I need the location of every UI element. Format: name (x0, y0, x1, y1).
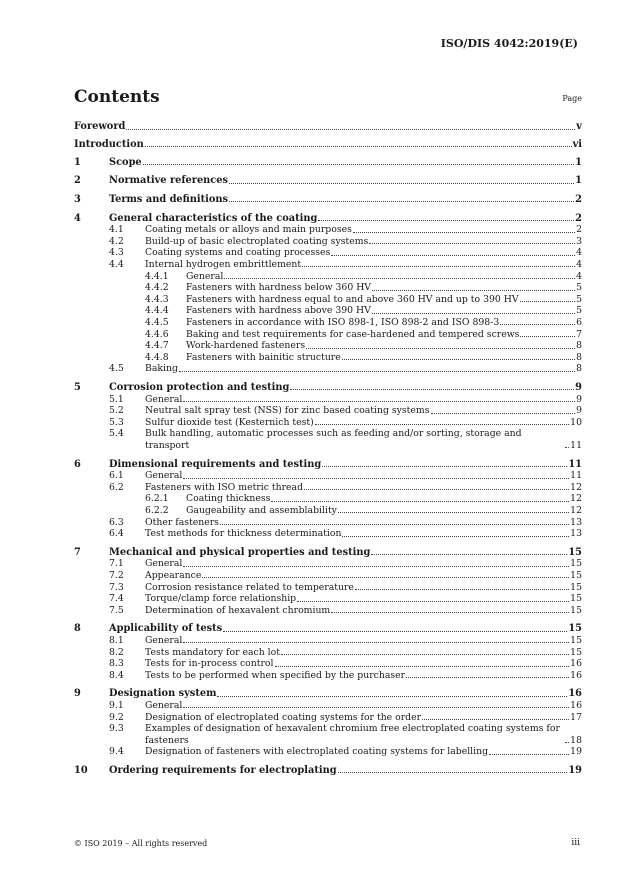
dot-leader (331, 612, 569, 613)
toc-entry-page: 7 (576, 328, 582, 340)
toc-entry[interactable] (74, 723, 582, 746)
toc-entry-title: Baking and test requirements for case-hardened and tempered screws (186, 328, 520, 340)
dot-leader (369, 243, 575, 244)
toc-entry-title: General (145, 634, 183, 646)
toc-entry-title: General (145, 558, 183, 570)
toc-entry[interactable] (74, 746, 582, 758)
toc-entry-title: General (145, 699, 183, 711)
toc-entry-page: 8 (576, 363, 582, 375)
toc-entry-page: 12 (570, 493, 582, 505)
toc-entry-number: 4.4.7 (145, 340, 169, 352)
dot-leader (229, 183, 574, 184)
toc-entry[interactable] (74, 329, 582, 341)
toc-entry-number: 9 (74, 688, 81, 700)
toc-entry-title: Work-hardened fasteners (186, 340, 306, 352)
toc-entry-title: Tests mandatory for each lot (145, 646, 280, 658)
dot-leader (217, 696, 567, 697)
dot-leader (220, 524, 569, 525)
toc-entry-page: vi (572, 138, 582, 150)
toc-entry-page: 17 (570, 711, 582, 723)
toc-entry[interactable] (74, 282, 582, 294)
toc-entry-number: 5.2 (109, 405, 124, 417)
toc-entry-number: 4.4 (109, 258, 124, 270)
toc-entry-page: 12 (570, 481, 582, 493)
toc-entry-page: 2 (575, 212, 582, 224)
dot-leader (342, 359, 575, 360)
toc-entry-title: Tests to be performed when specified by the purchaser (145, 669, 406, 681)
dot-leader (183, 566, 569, 567)
toc-entry-page: 9 (576, 393, 582, 405)
toc-entry-page: 5 (576, 282, 582, 294)
toc-entry[interactable] (74, 505, 582, 517)
toc-entry-number: 7.2 (109, 569, 124, 581)
dot-leader (372, 313, 575, 314)
toc-entry[interactable] (74, 558, 582, 570)
copyright-footer: © ISO 2019 – All rights reserved (74, 839, 208, 848)
dot-leader (520, 336, 575, 337)
toc-entry-number: 9.4 (109, 746, 124, 758)
dot-leader (500, 324, 575, 325)
toc-entry[interactable] (74, 305, 582, 317)
dot-leader (183, 478, 569, 479)
toc-entry-title: Scope (109, 156, 142, 168)
toc-entry[interactable] (74, 593, 582, 605)
dot-leader (353, 232, 575, 233)
toc-entry[interactable] (74, 157, 582, 169)
toc-entry-number: 8.1 (109, 634, 124, 646)
dot-leader (223, 631, 567, 632)
toc-entry-title: Coating systems and coating processes (145, 247, 331, 259)
toc-entry-title: Ordering requirements for electroplating (109, 764, 337, 776)
toc-entry-number: 7.4 (109, 593, 124, 605)
toc-entry-page: 11 (570, 470, 582, 482)
toc-entry-page: 18 (570, 734, 582, 746)
toc-entry[interactable] (74, 139, 582, 151)
dot-leader (338, 772, 568, 773)
toc-entry-page: 15 (570, 604, 582, 616)
toc-entry-title: Introduction (74, 138, 144, 150)
toc-entry-number: 7.5 (109, 604, 124, 616)
dot-leader (372, 290, 575, 291)
toc-entry-title: Fasteners with ISO metric thread (145, 481, 304, 493)
toc-entry-title: Designation of fasteners with electroplated coating systems for labelling (145, 746, 489, 758)
toc-entry-title: Coating metals or alloys and main purposes (145, 224, 352, 236)
toc-entry-page: 8 (576, 340, 582, 352)
dot-leader (275, 666, 570, 667)
dot-leader (224, 278, 575, 279)
toc-entry-title: Build-up of basic electroplated coating systems (145, 235, 369, 247)
toc-entry-number: 8 (74, 623, 81, 635)
toc-entry-title: General (145, 470, 183, 482)
toc-entry-title: Baking (145, 363, 178, 375)
toc-entry[interactable] (74, 294, 582, 306)
toc-entry[interactable] (74, 428, 582, 451)
toc-entry[interactable] (74, 175, 582, 187)
toc-entry-title: Examples of designation of hexavalent chromium free electroplated coating systems for fasteners (145, 723, 560, 746)
dot-leader (297, 601, 569, 602)
toc-entry-number: 6.3 (109, 516, 124, 528)
toc-entry-page: 15 (570, 593, 582, 605)
toc-entry-number: 4.1 (109, 224, 124, 236)
dot-leader (431, 413, 576, 414)
dot-leader (202, 577, 569, 578)
toc-entry-page: 9 (575, 381, 582, 393)
toc-entry-title: Designation of electroplated coating systems for the order (145, 711, 422, 723)
toc-entry-number: 5.4 (109, 428, 124, 440)
dot-leader (145, 146, 572, 147)
page-column-label: Page (562, 94, 582, 103)
toc-entry-page: 15 (570, 581, 582, 593)
dot-leader (306, 348, 575, 349)
toc-entry[interactable] (74, 688, 582, 700)
toc-entry-page: 5 (576, 305, 582, 317)
toc-entry-number: 7 (74, 546, 81, 558)
dot-leader (342, 536, 569, 537)
toc-entry-page: 1 (575, 175, 582, 187)
toc-entry-title: Determination of hexavalent chromium (145, 604, 331, 616)
toc-entry-number: 4.4.3 (145, 293, 169, 305)
dot-leader (338, 512, 569, 513)
toc-entry[interactable] (74, 582, 582, 594)
toc-entry-page: 16 (568, 688, 582, 700)
toc-entry-page: 5 (576, 293, 582, 305)
toc-entry-number: 5.3 (109, 416, 124, 428)
dot-leader (565, 447, 569, 448)
toc-entry-page: 13 (570, 528, 582, 540)
toc-entry-page: 6 (576, 316, 582, 328)
toc-entry-page: 4 (576, 258, 582, 270)
toc-entry[interactable] (74, 382, 582, 394)
toc-entry-page: 9 (576, 405, 582, 417)
toc-entry-page: 11 (568, 458, 582, 470)
dot-leader (229, 201, 574, 202)
dot-leader (489, 754, 569, 755)
toc-entry-title: Bulk handling, automatic processes such as feeding and/or sorting, storage and transport (145, 428, 522, 451)
toc-entry-number: 3 (74, 193, 81, 205)
dot-leader (355, 589, 569, 590)
dot-leader (183, 642, 569, 643)
toc-entry-title: Tests for in-process control (145, 658, 274, 670)
toc-entry[interactable] (74, 528, 582, 540)
toc-entry[interactable] (74, 570, 582, 582)
toc-entry-page: 16 (570, 658, 582, 670)
toc-entry-number: 6 (74, 458, 81, 470)
toc-entry[interactable] (74, 700, 582, 712)
toc-entry-number: 4.4.4 (145, 305, 169, 317)
toc-entry-number: 6.2.2 (145, 504, 169, 516)
toc-entry-title: Fasteners with hardness equal to and above 360 HV and up to 390 HV (186, 293, 519, 305)
dot-leader (183, 401, 575, 402)
toc-entry-number: 4.2 (109, 235, 124, 247)
toc-entry[interactable] (74, 194, 582, 206)
toc-entry[interactable] (74, 121, 582, 133)
toc-entry-number: 2 (74, 175, 81, 187)
toc-entry[interactable] (74, 482, 582, 494)
toc-entry-page: 15 (570, 558, 582, 570)
toc-entry-number: 4.4.6 (145, 328, 169, 340)
toc-entry-title: Fasteners in accordance with ISO 898-1, ISO 898-2 and ISO 898-3 (186, 316, 500, 328)
toc-entry-title: Fasteners with hardness below 360 HV (186, 282, 372, 294)
document-id-header: ISO/DIS 4042:2019(E) (440, 37, 578, 50)
toc-entry[interactable] (74, 517, 582, 529)
toc-entry-page: 2 (576, 224, 582, 236)
toc-entry-title: Test methods for thickness determination (145, 528, 342, 540)
toc-entry[interactable] (74, 470, 582, 482)
dot-leader (183, 707, 569, 708)
toc-entry-title: Corrosion protection and testing (109, 381, 290, 393)
toc-entry-number: 4.4.5 (145, 316, 169, 328)
dot-leader (281, 654, 569, 655)
toc-entry-page: 8 (576, 351, 582, 363)
toc-entry[interactable] (74, 712, 582, 724)
toc-entry-page: 16 (570, 669, 582, 681)
toc-entry-number: 9.3 (109, 723, 124, 735)
toc-entry-title: General characteristics of the coating (109, 212, 318, 224)
toc-entry-page: 1 (575, 156, 582, 168)
page-number: iii (571, 838, 580, 848)
toc-entry-title: Fasteners with hardness above 390 HV (186, 305, 371, 317)
toc-entry-number: 6.2 (109, 481, 124, 493)
toc-entry-number: 4.4.1 (145, 270, 169, 282)
toc-entry-number: 6.4 (109, 528, 124, 540)
dot-leader (520, 301, 575, 302)
dot-leader (315, 424, 569, 425)
toc-entry-number: 7.3 (109, 581, 124, 593)
toc-entry-title: Other fasteners (145, 516, 219, 528)
toc-entry-page: v (576, 121, 582, 132)
toc-entry-number: 5.1 (109, 393, 124, 405)
toc-entry-number: 9.2 (109, 711, 124, 723)
toc-entry[interactable] (74, 213, 582, 225)
toc-entry[interactable] (74, 259, 582, 271)
dot-leader (302, 266, 575, 267)
toc-entry-title: Terms and definitions (109, 193, 229, 205)
toc-entry-title: Fasteners with bainitic structure (186, 351, 341, 363)
toc-entry[interactable] (74, 405, 582, 417)
toc-entry-title: General (186, 270, 224, 282)
toc-entry[interactable] (74, 224, 582, 236)
toc-entry-page: 15 (570, 569, 582, 581)
toc-entry-page: 3 (576, 235, 582, 247)
toc-entry-page: 10 (570, 416, 582, 428)
dot-leader (406, 677, 569, 678)
toc-entry-number: 4.3 (109, 247, 124, 259)
toc-entry[interactable] (74, 623, 582, 635)
toc-entry-title: Foreword (74, 121, 126, 132)
toc-entry-number: 6.2.1 (145, 493, 169, 505)
toc-entry-title: Mechanical and physical properties and testing (109, 546, 371, 558)
toc-entry-title: Gaugeability and assemblability (186, 504, 337, 516)
toc-entry-title: Corrosion resistance related to temperature (145, 581, 354, 593)
toc-entry-title: Applicability of tests (109, 623, 223, 635)
toc-entry[interactable] (74, 635, 582, 647)
toc-entry-number: 7.1 (109, 558, 124, 570)
toc-entry-title: General (145, 393, 183, 405)
toc-entry-page: 15 (570, 646, 582, 658)
toc-entry-title: Dimensional requirements and testing (109, 458, 322, 470)
toc-entry-number: 4 (74, 212, 81, 224)
dot-leader (126, 129, 575, 130)
toc-entry-page: 19 (570, 746, 582, 758)
toc-entry-page: 11 (570, 439, 582, 451)
toc-entry-page: 4 (576, 270, 582, 282)
toc-entry-number: 10 (74, 764, 88, 776)
toc-entry-number: 4.4.2 (145, 282, 169, 294)
toc-entry-page: 15 (568, 623, 582, 635)
toc-entry-number: 8.4 (109, 669, 124, 681)
toc-entry[interactable] (74, 547, 582, 559)
toc-entry[interactable] (74, 236, 582, 248)
toc-entry-title: Neutral salt spray test (NSS) for zinc based coating systems (145, 405, 430, 417)
toc-entry-title: Sulfur dioxide test (Kesternich test) (145, 416, 314, 428)
toc-entry[interactable] (74, 765, 582, 777)
dot-leader (318, 220, 574, 221)
toc-entry[interactable] (74, 363, 582, 375)
dot-leader (179, 371, 575, 372)
toc-entry-number: 8.3 (109, 658, 124, 670)
toc-entry-page: 4 (576, 247, 582, 259)
toc-entry-page: 13 (570, 516, 582, 528)
toc-entry-title: Appearance (145, 569, 202, 581)
toc-entry-title: Designation system (109, 688, 217, 700)
dot-leader (565, 742, 569, 743)
toc-entry-number: 5 (74, 381, 81, 393)
toc-entry[interactable] (74, 247, 582, 259)
toc-entry[interactable] (74, 394, 582, 406)
toc-entry-page: 15 (570, 634, 582, 646)
dot-leader (271, 501, 569, 502)
toc-entry-title: Normative references (109, 175, 229, 187)
toc-entry-title: Torque/clamp force relationship (145, 593, 297, 605)
dot-leader (371, 554, 567, 555)
toc-entry-number: 8.2 (109, 646, 124, 658)
dot-leader (143, 164, 575, 165)
toc-entry-number: 4.4.8 (145, 351, 169, 363)
toc-entry-title: Internal hydrogen embrittlement (145, 258, 302, 270)
dot-leader (331, 255, 575, 256)
toc-entry-number: 6.1 (109, 470, 124, 482)
toc-entry-title: Coating thickness (186, 493, 271, 505)
toc-entry[interactable] (74, 317, 582, 329)
toc-entry-page: 16 (570, 699, 582, 711)
toc-entry[interactable] (74, 493, 582, 505)
toc-entry[interactable] (74, 459, 582, 471)
toc-entry[interactable] (74, 647, 582, 659)
toc-entry[interactable] (74, 658, 582, 670)
toc-entry[interactable] (74, 417, 582, 429)
dot-leader (304, 489, 569, 490)
dot-leader (422, 719, 569, 720)
toc-entry[interactable] (74, 605, 582, 617)
toc-entry-page: 12 (570, 504, 582, 516)
toc-entry-number: 9.1 (109, 699, 124, 711)
dot-leader (322, 466, 567, 467)
toc-entry[interactable] (74, 670, 582, 682)
toc-entry-number: 4.5 (109, 363, 124, 375)
toc-entry[interactable] (74, 340, 582, 352)
toc-entry-page: 2 (575, 193, 582, 205)
toc-entry[interactable] (74, 352, 582, 364)
page-title: Contents (74, 87, 160, 107)
toc-entry[interactable] (74, 271, 582, 283)
toc-entry-page: 15 (568, 546, 582, 558)
toc-entry-page: 19 (568, 764, 582, 776)
dot-leader (290, 389, 574, 390)
toc-entry-number: 1 (74, 156, 81, 168)
